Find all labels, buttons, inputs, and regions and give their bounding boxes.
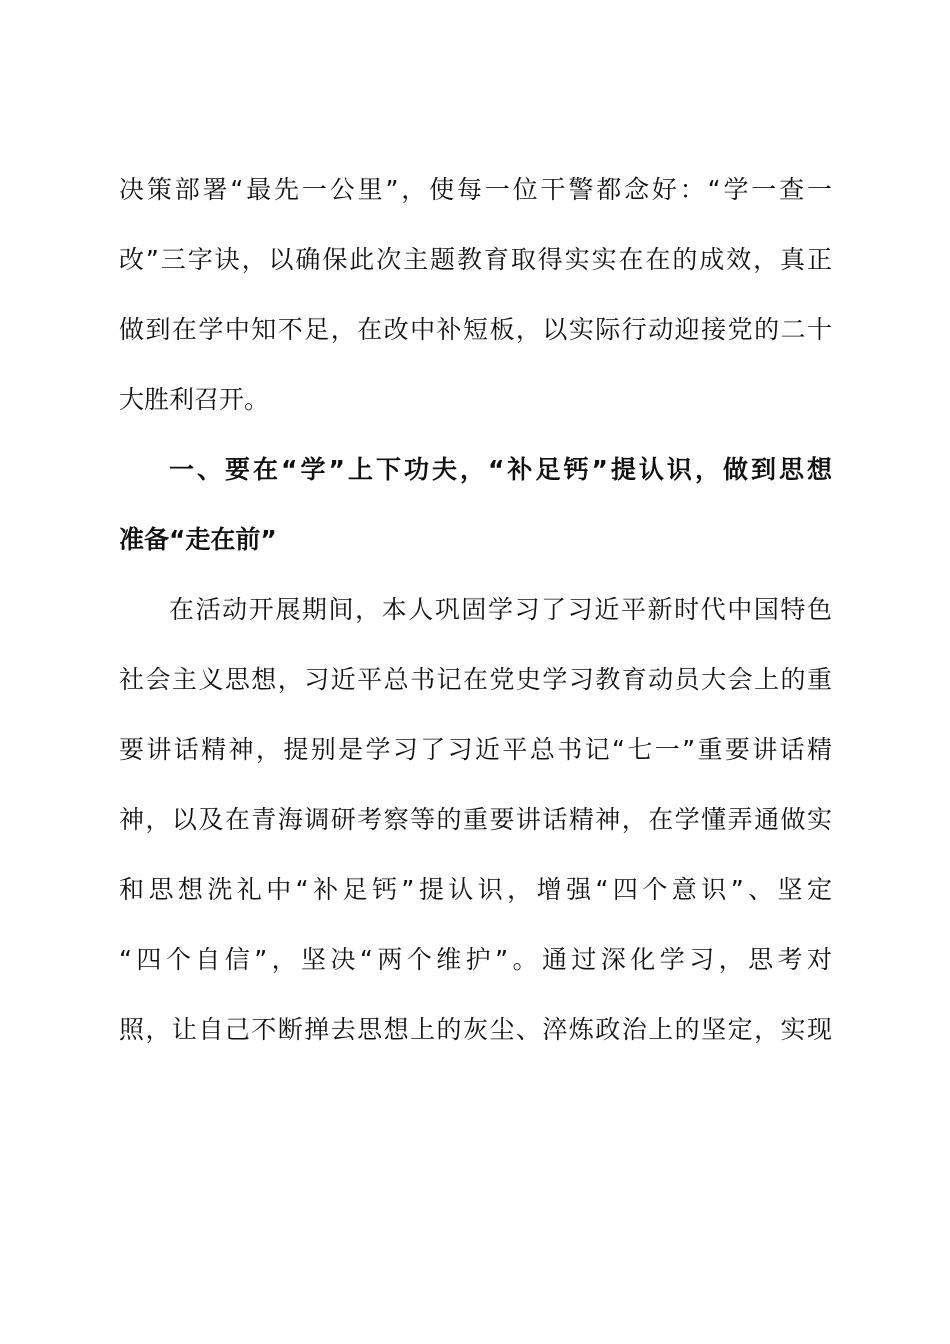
heading-line: 一、要在“学”上下功夫，“补足钙”提认识，做到思想 (169, 455, 832, 484)
paragraph-body (119, 575, 832, 1065)
text-line: 照，让自己不断掸去思想上的灰尘、淬炼政治上的坚定，实现 (119, 1015, 832, 1044)
text-line: “四个自信”，坚决“两个维护”。通过深化学习，思考对 (119, 945, 832, 974)
text-line: 在活动开展期间，本人巩固学习了习近平新时代中国特色 (169, 595, 832, 624)
text-line: 社会主义思想，习近平总书记在党史学习教育动员大会上的重 (119, 665, 832, 694)
text-line: 神，以及在青海调研考察等的重要讲话精神，在学懂弄通做实 (119, 805, 832, 834)
paragraph-intro (119, 155, 832, 435)
text-line: 决策部署“最先一公里”，使每一位干警都念好：“学一查一 (119, 175, 832, 204)
document-body (119, 155, 832, 1065)
text-line: 改”三字诀，以确保此次主题教育取得实实在在的成效，真正 (119, 245, 832, 274)
text-line: 大胜利召开。 (119, 385, 270, 414)
heading-line: 准备“走在前” (119, 525, 277, 554)
text-line: 和思想洗礼中“补足钙”提认识，增强“四个意识”、坚定 (119, 875, 832, 904)
text-line: 做到在学中知不足，在改中补短板，以实际行动迎接党的二十 (119, 315, 832, 344)
section-heading (119, 435, 832, 575)
text-line: 要讲话精神，提别是学习了习近平总书记“七一”重要讲话精 (119, 735, 832, 764)
